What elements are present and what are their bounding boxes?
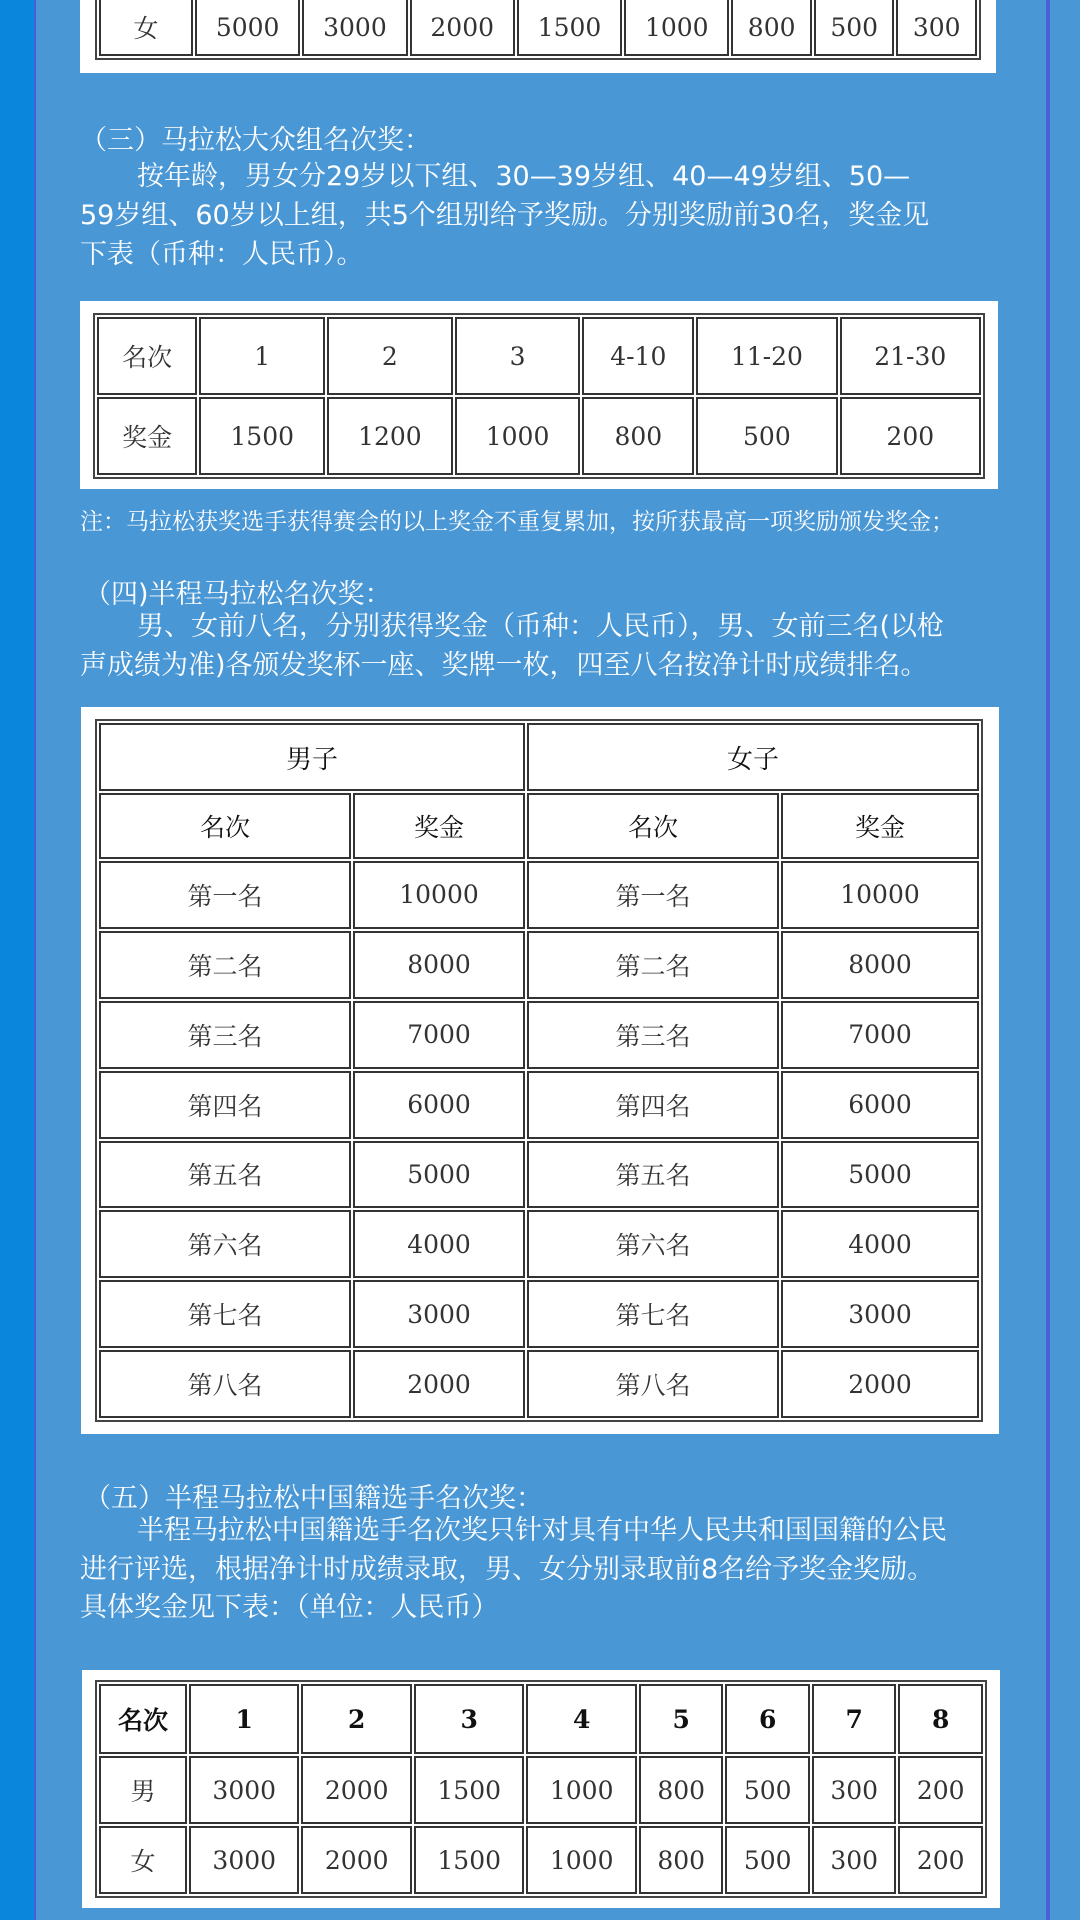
table-cell: 11-20	[696, 317, 837, 395]
table-cell: 女	[99, 0, 193, 56]
table-cell: 2000	[301, 1756, 411, 1824]
table-cell: 8	[898, 1684, 983, 1754]
table-cell: 800	[639, 1756, 724, 1824]
table-cell: 3	[455, 317, 581, 395]
table-cell: 1000	[624, 0, 729, 56]
table-cell: 5	[639, 1684, 724, 1754]
table-cell: 800	[731, 0, 812, 56]
table-cell: 名次	[97, 317, 197, 395]
table-cell: 1000	[526, 1756, 636, 1824]
table-cell: 1	[189, 1684, 299, 1754]
table-cell: 3000	[302, 0, 407, 56]
table-row	[99, 1141, 979, 1209]
table-cell: 1000	[455, 397, 581, 475]
table-row	[99, 1350, 979, 1418]
table-cell: 2	[301, 1684, 411, 1754]
section4-line-2: 声成绩为准)各颁发奖杯一座、奖牌一枚，四至八名按净计时成绩排名。	[80, 650, 928, 681]
table-cell: 800	[582, 397, 694, 475]
table-cell: 500	[725, 1756, 810, 1824]
table-cell: 21-30	[840, 317, 981, 395]
table-cell: 3000	[189, 1756, 299, 1824]
section5-table-card	[82, 1670, 1000, 1908]
table-cell: 奖金	[781, 793, 979, 859]
table-row	[99, 1071, 979, 1139]
table-cell: 6000	[353, 1071, 525, 1139]
table-cell: 200	[840, 397, 981, 475]
table-cell: 第一名	[527, 861, 779, 929]
section3-line-1: 按年龄，男女分29岁以下组、30—39岁组、40—49岁组、50—	[137, 161, 911, 192]
table-cell: 奖金	[353, 793, 525, 859]
section3-note: 注：马拉松获奖选手获得赛会的以上奖金不重复累加，按所获最高一项奖励颁发奖金；	[80, 509, 954, 535]
chinese-runner-prize-table	[95, 1680, 987, 1898]
table-cell: 1500	[199, 397, 325, 475]
table-cell: 名次	[527, 793, 779, 859]
table-row	[99, 1756, 983, 1824]
table-group-row	[99, 723, 979, 791]
section3-line-2: 59岁组、60岁以上组，共5个组别给予奖励。分别奖励前30名，奖金见	[80, 200, 930, 231]
table-cell: 2	[327, 317, 453, 395]
table-cell: 300	[812, 1826, 897, 1894]
table-cell: 第五名	[99, 1141, 351, 1209]
table-row	[99, 1826, 983, 1894]
table-cell: 1000	[526, 1826, 636, 1894]
top-partial-table	[95, 0, 981, 60]
table-cell: 5000	[781, 1141, 979, 1209]
table-cell: 300	[896, 0, 977, 56]
table-cell: 第二名	[527, 931, 779, 999]
table-cell: 男	[99, 1756, 187, 1824]
top-table-card	[80, 0, 996, 73]
table-cell: 第三名	[527, 1001, 779, 1069]
table-cell: 2000	[410, 0, 515, 56]
table-cell: 1500	[414, 1756, 524, 1824]
table-cell: 第二名	[99, 931, 351, 999]
section3-heading: （三）马拉松大众组名次奖：	[80, 125, 431, 156]
right-strip	[1050, 0, 1080, 1920]
table-cell: 3000	[781, 1280, 979, 1348]
table-cell: 第七名	[99, 1280, 351, 1348]
table-cell: 10000	[353, 861, 525, 929]
section5-line-2: 进行评选，根据净计时成绩录取，男、女分别录取前8名给予奖金奖励。	[80, 1554, 935, 1585]
section5-line-1: 半程马拉松中国籍选手名次奖只针对具有中华人民共和国国籍的公民	[137, 1515, 947, 1546]
table-cell: 2000	[781, 1350, 979, 1418]
table-cell: 4	[526, 1684, 636, 1754]
group-header-male: 男子	[99, 723, 525, 791]
table-header-row	[99, 1684, 983, 1754]
table-cell: 第一名	[99, 861, 351, 929]
table-cell: 3000	[189, 1826, 299, 1894]
table-cell: 第四名	[99, 1071, 351, 1139]
table-cell: 500	[814, 0, 895, 56]
table-cell: 奖金	[97, 397, 197, 475]
table-cell: 第七名	[527, 1280, 779, 1348]
table-cell: 300	[812, 1756, 897, 1824]
section4-line-1: 男、女前八名，分别获得奖金（币种：人民币），男、女前三名(以枪	[137, 611, 945, 642]
table-cell: 7	[812, 1684, 897, 1754]
table-cell: 名次	[99, 1684, 187, 1754]
table-cell: 5000	[353, 1141, 525, 1209]
table-cell: 800	[639, 1826, 724, 1894]
table-cell: 女	[99, 1826, 187, 1894]
table-cell: 第八名	[99, 1350, 351, 1418]
table-header-row	[97, 317, 981, 395]
table-cell: 第三名	[99, 1001, 351, 1069]
table-header-row	[99, 793, 979, 859]
half-marathon-prize-table	[95, 719, 983, 1422]
table-cell: 500	[725, 1826, 810, 1894]
table-cell: 第六名	[99, 1210, 351, 1278]
section4-table-card	[81, 707, 999, 1434]
table-cell: 第四名	[527, 1071, 779, 1139]
table-row	[99, 1001, 979, 1069]
table-cell: 2000	[301, 1826, 411, 1894]
table-cell: 第五名	[527, 1141, 779, 1209]
table-cell: 1500	[414, 1826, 524, 1894]
table-cell: 3000	[353, 1280, 525, 1348]
age-group-prize-table	[93, 313, 985, 479]
table-cell: 7000	[353, 1001, 525, 1069]
table-cell: 1	[199, 317, 325, 395]
section5-line-3: 具体奖金见下表：（单位：人民币）	[80, 1592, 499, 1623]
table-row	[97, 397, 981, 475]
table-cell: 3	[414, 1684, 524, 1754]
table-cell: 200	[898, 1756, 983, 1824]
table-cell: 4-10	[582, 317, 694, 395]
table-cell: 2000	[353, 1350, 525, 1418]
section4-heading: （四)半程马拉松名次奖：	[84, 579, 392, 610]
table-cell: 8000	[781, 931, 979, 999]
table-cell: 名次	[99, 793, 351, 859]
table-row	[99, 0, 977, 56]
table-cell: 6000	[781, 1071, 979, 1139]
table-cell: 7000	[781, 1001, 979, 1069]
table-row	[99, 861, 979, 929]
table-cell: 第八名	[527, 1350, 779, 1418]
table-row	[99, 1210, 979, 1278]
table-cell: 10000	[781, 861, 979, 929]
table-cell: 4000	[353, 1210, 525, 1278]
table-cell: 1200	[327, 397, 453, 475]
table-cell: 5000	[195, 0, 300, 56]
section3-line-3: 下表（币种：人民币）。	[80, 239, 364, 270]
table-cell: 1500	[517, 0, 622, 56]
table-cell: 200	[898, 1826, 983, 1894]
table-cell: 第六名	[527, 1210, 779, 1278]
table-cell: 500	[696, 397, 837, 475]
table-cell: 4000	[781, 1210, 979, 1278]
table-row	[99, 931, 979, 999]
section3-table-card	[80, 301, 998, 489]
table-cell: 8000	[353, 931, 525, 999]
table-cell: 6	[725, 1684, 810, 1754]
table-row	[99, 1280, 979, 1348]
section5-heading: （五）半程马拉松中国籍选手名次奖：	[84, 1483, 543, 1514]
group-header-female: 女子	[527, 723, 979, 791]
